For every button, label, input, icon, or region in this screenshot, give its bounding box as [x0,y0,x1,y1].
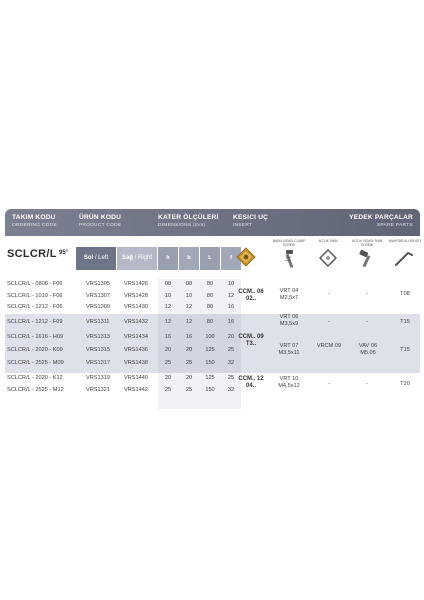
table-row: SCLCR/L - 1616 - H09 VRS1313 VRS1434 16 16 100 20 [7,334,235,340]
insert-icon [236,247,256,267]
dim-b-header: b [179,247,199,270]
group2a-clamp-screw: VRT 06 M3,5x9 [279,314,299,327]
dim-L-header: L [200,247,220,270]
group2b-shim: VRCM 09 [316,343,342,349]
table-row: SCLCR/L - 1010 - F06 VRS1307 VRS1428 10 10 80 12 [7,292,235,299]
table-row: SCLCR/L - 2525 - M09 VRS1317 VRS1438 25 25 150 32 [7,360,235,366]
group3-insert: CCM.. 12 04.. [238,376,264,389]
group1-insert: CCM.. 06 02.. [238,289,264,302]
header-product-code: ÜRÜN KODU PRODUCT CODE [79,214,122,228]
model-row [5,236,420,279]
group2-insert: CCM.. 09 T3.. [238,334,264,347]
group2b-shim-screw: VAV 06 M5.05 [358,343,378,356]
shim-icon [319,249,337,267]
group2a-shim: - [328,319,330,325]
table-row: SCLCR/L - 2525 - M12 VRS1321 VRS1442 25 25 150 32 [7,387,235,393]
group3-clamp-screw: VRT 10 M4,5x12 [278,376,300,389]
table-row: SCLCR/L - 1212 - F09 VRS1311 VRS1432 12 12 80 16 [7,319,235,325]
part-label-shim: ALTLIK SHIM [318,239,338,243]
part-label-key: ANAHTAR ALLEN KEY [388,239,422,243]
group2a-shim-screw: - [366,319,368,325]
table-row: SCLCR/L - 0808 - F06 VRS1305 VRS1426 08 08 80 10 [7,281,235,287]
table-header [5,209,420,236]
shim-screw-icon [357,249,375,269]
table-row: SCLCR/L - 2020 - K12 VRS1319 VRS1440 20 20 125 25 [7,375,235,381]
group1-key: T08 [400,291,410,297]
header-spare-parts: YEDEK PARÇALAR SPARE PARTS [349,214,413,228]
group3-shim: - [328,381,330,387]
header-ordering-code: TAKIM KODU ORDERING CODE [12,214,57,228]
header-dimensions: KATER ÖLÇÜLERİ DIMENSIONS (mm) [158,214,219,228]
part-label-shim-screw: ALTLIK VİDASI SHIM SCREW [351,239,383,247]
dim-h-header: h [158,247,178,270]
group2b-key: T15 [400,347,410,353]
dim-f-header: f [221,247,241,270]
table-row: SCLCR/L - 2020 - K09 VRS1315 VRS1436 20 20 125 25 [7,347,235,353]
product-table [5,209,420,409]
column-left: Sol / Left [76,247,116,270]
header-insert: KESICI UÇ INSERT [233,214,269,228]
part-label-clamp: BASKI VİDASI CLAMP SCREW [272,239,306,247]
group1-clamp-screw: VRT 04 M2,5x7 [279,288,299,301]
allen-key-icon [394,249,414,267]
model-angle: 95° [59,250,69,256]
group3-key: T20 [400,381,410,387]
group1-shim: - [328,291,330,297]
group1-shim-screw: - [366,291,368,297]
group2b-clamp-screw: VRT 07 M3,5x11 [278,343,300,356]
clamp-screw-icon [281,249,297,271]
table-row: SCLCR/L - 1212 - F06 VRS1309 VRS1430 12 12 80 16 [7,304,235,311]
group3-shim-screw: - [366,381,368,387]
column-right: Sağ / Right [117,247,157,270]
model-name: SCLCR/L [7,248,57,260]
group2a-key: T15 [400,319,410,325]
